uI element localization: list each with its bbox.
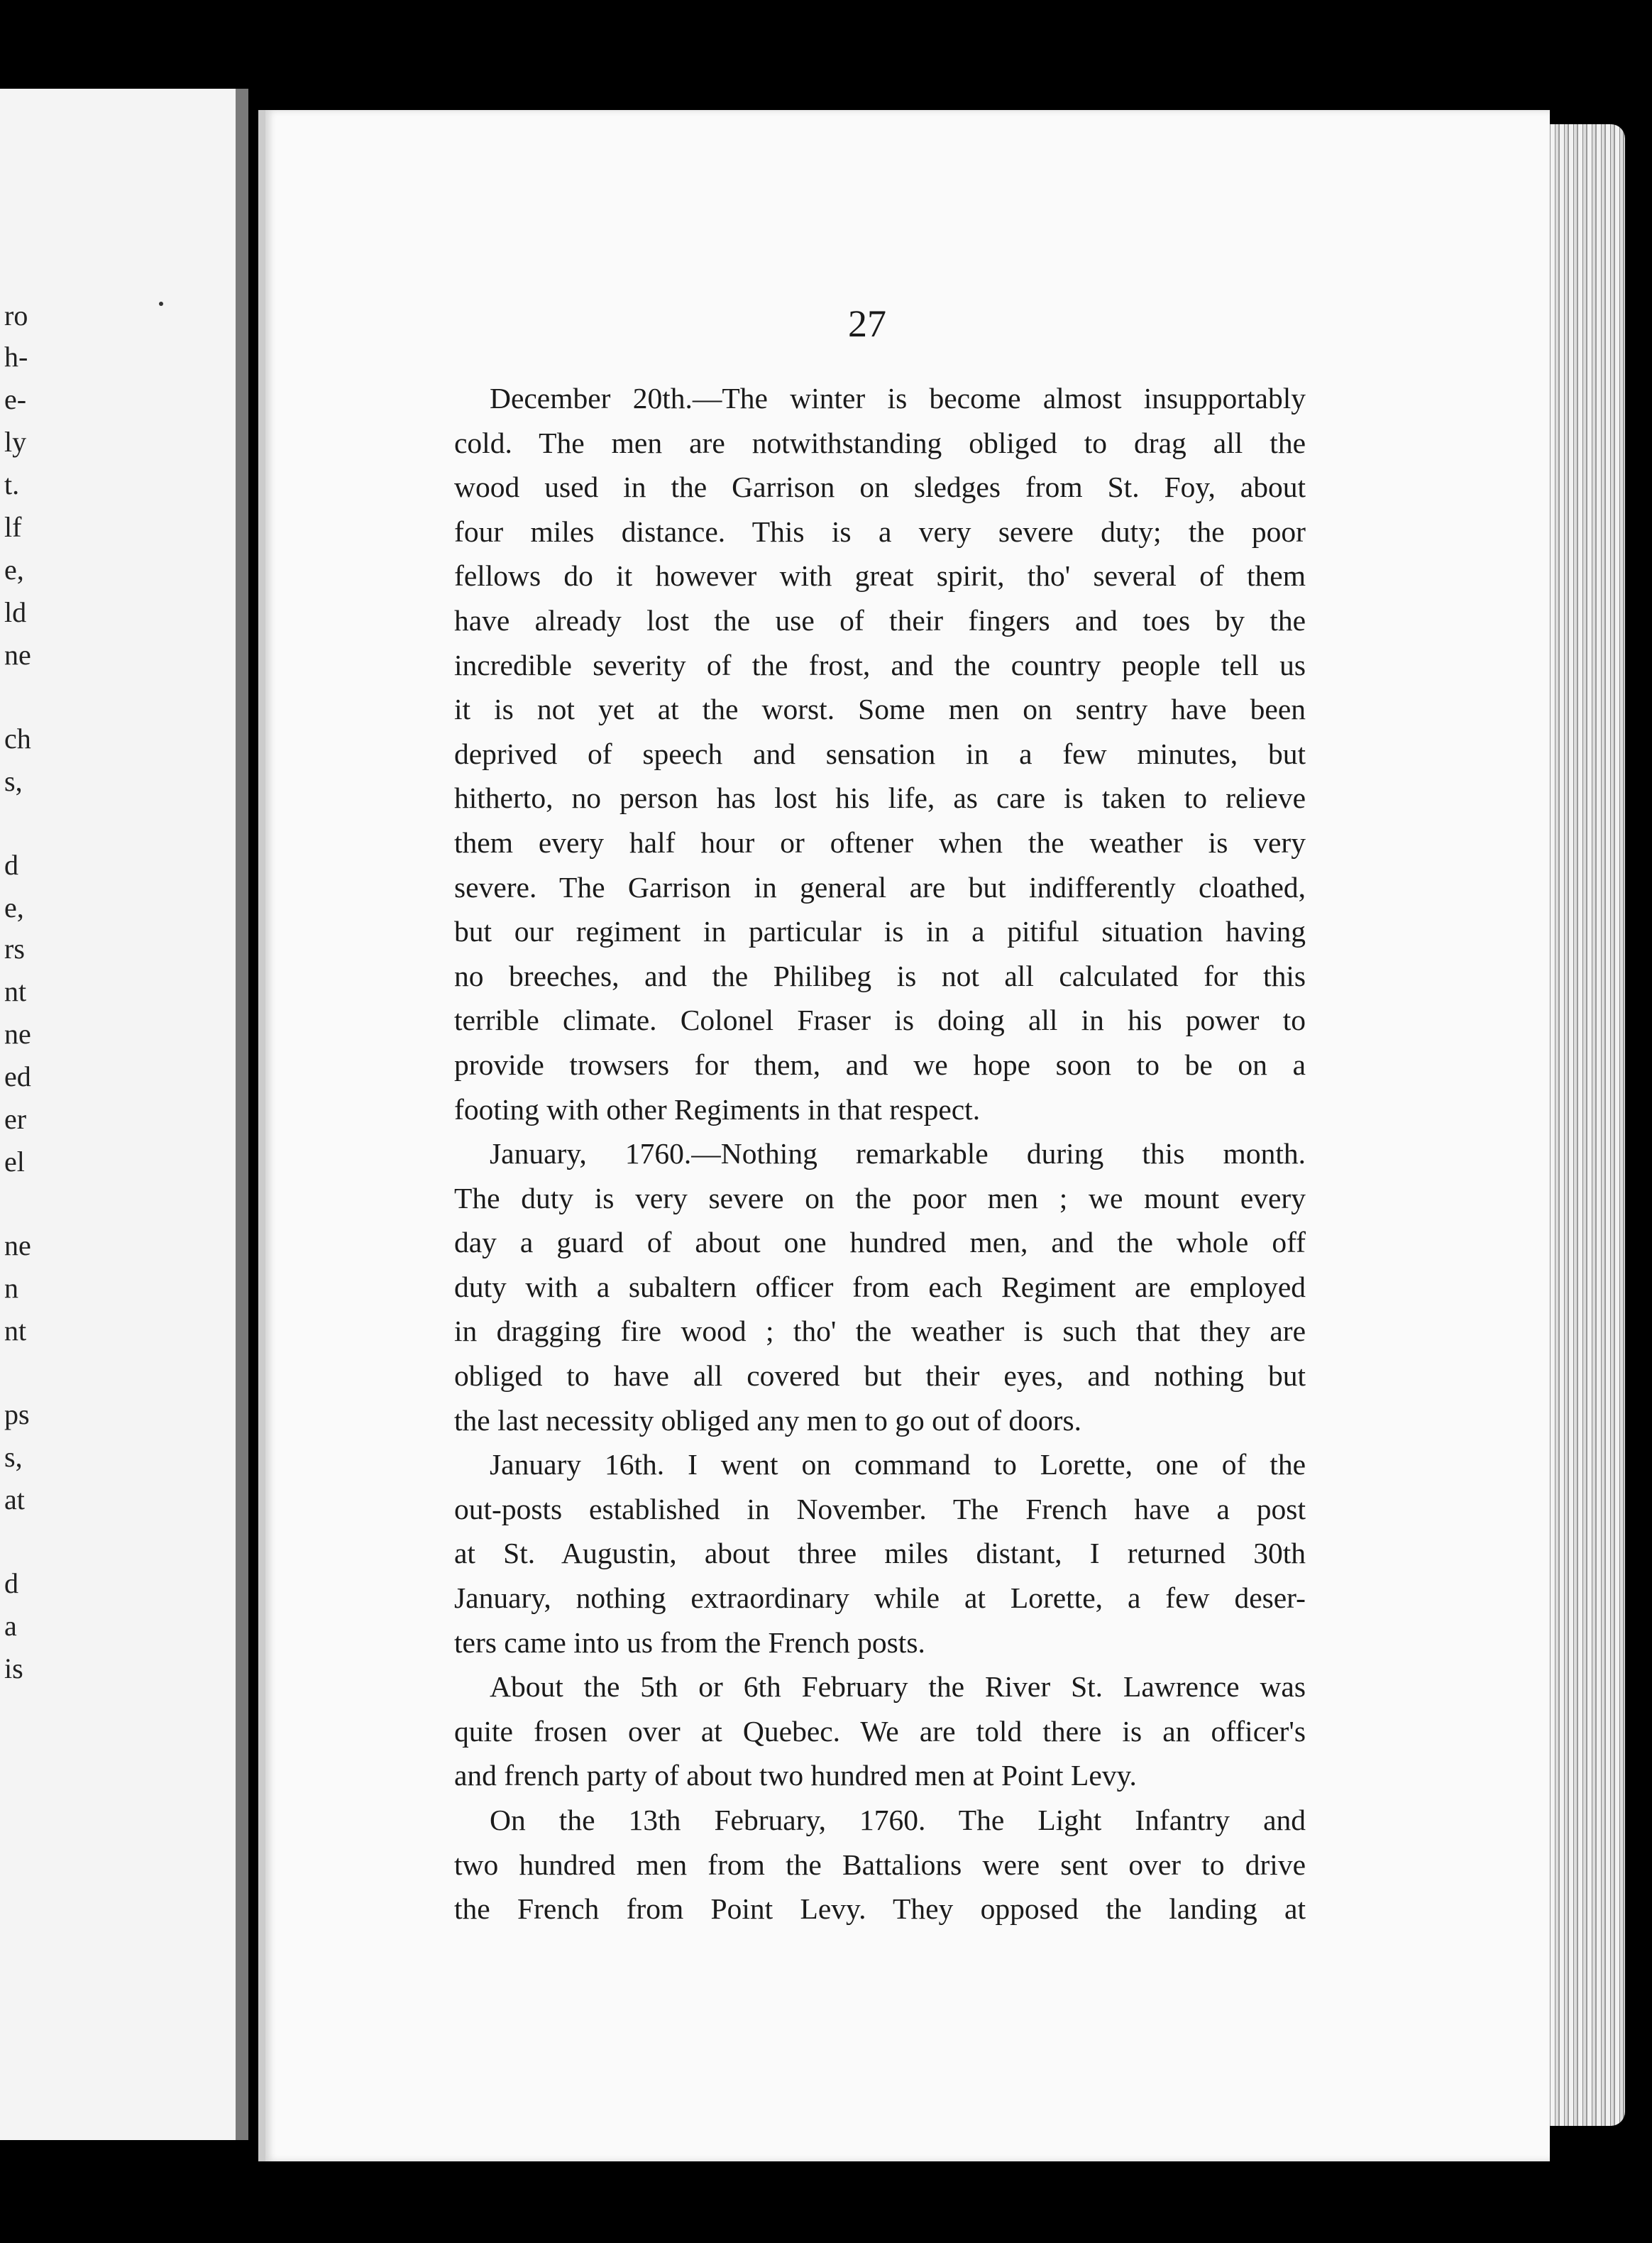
text-line: them every half hour or oftener when the weather is very [454,826,1306,859]
text-line: The duty is very severe on the poor men ; we mount every [454,1181,1306,1214]
text-line: On the 13th February, 1760. The Light Infantry and [490,1804,1306,1836]
fragment-text: e, [4,554,24,586]
fragment-text: ne [4,1229,31,1261]
fragment-text: s, [4,765,23,797]
fragment-text: ly [4,426,27,458]
fragment-text: e, [4,892,24,923]
text-line: footing with other Regiments in that respect. [454,1092,981,1126]
fragment-text: ch [4,723,31,755]
paragraph-3 [454,1442,1306,1665]
fragment-text: ps [4,1398,30,1430]
fragment-text: d [4,849,18,881]
paragraph-4 [454,1665,1306,1798]
text-line: two hundred men from the Battalions were sent over to drive [454,1848,1306,1881]
text-line: out-posts established in November. The French have a post [454,1492,1306,1525]
text-line: January 16th. I went on command to Lorette, one of the [490,1448,1306,1481]
text-line: About the 5th or 6th February the River St. Lawrence was [490,1670,1306,1704]
fragment-text: n [4,1272,18,1304]
text-line: ters came into us from the French posts. [454,1625,925,1659]
text-line: December 20th.—The winter is become almost insupportably [490,382,1306,415]
fragment-text: s, [4,1441,23,1473]
text-line: at St. Augustin, about three miles distant, I returned 30th [454,1537,1306,1570]
text-line: but our regiment in particular is in a pitiful situation having [454,915,1306,948]
text-line: January, nothing extraordinary while at Lorette, a few deser- [454,1581,1306,1615]
fragment-text: el [4,1146,25,1178]
paragraph-5 [454,1798,1306,1931]
paragraph-1 [454,376,1306,1131]
fragment-text: rs [4,933,25,965]
text-line: obliged to have all covered but their eyes, and nothing but [454,1359,1306,1393]
fragment-text: ne [4,1018,31,1050]
text-line: severe. The Garrison in general are but indifferently cloathed, [454,870,1306,904]
text-line: hitherto, no person has lost his life, as care is taken to relieve [454,782,1306,815]
text-line: and french party of about two hundred men at Point Levy. [454,1759,1137,1792]
text-line: it is not yet at the worst. Some men on sentry have been [454,693,1306,726]
speck [159,302,163,306]
fragment-text: ne [4,639,31,671]
previous-page-fragment [0,89,248,2140]
text-line: terrible climate. Colonel Fraser is doing all in his power to [454,1004,1306,1037]
text-line: January, 1760.—Nothing remarkable during this month. [490,1137,1306,1170]
text-line: the French from Point Levy. They opposed the landing at [454,1892,1306,1926]
fragment-text: a [4,1610,17,1642]
fragment-text: at [4,1484,25,1515]
fragment-text: lf [4,511,22,543]
text-line: have already lost the use of their fingers and toes by the [454,603,1306,637]
fragment-text: ld [4,596,27,628]
paragraph-2 [454,1131,1306,1442]
text-line: provide trowsers for them, and we hope soon to be on a [454,1048,1306,1081]
fragment-text: nt [4,1315,27,1347]
fragment-text: e- [4,383,27,415]
text-line: deprived of speech and sensation in a few minutes, but [454,737,1306,770]
text-line: day a guard of about one hundred men, and the whole off [454,1226,1306,1259]
fragment-text: nt [4,975,27,1007]
fragment-text: d [4,1567,18,1599]
fragment-text: is [4,1652,23,1684]
text-line: fellows do it however with great spirit, tho' several of them [454,559,1306,593]
text-line: quite frosen over at Quebec. We are told there is an officer's [454,1714,1306,1748]
text-line: incredible severity of the frost, and the country people tell us [454,648,1306,681]
text-line: cold. The men are notwithstanding obliged to drag all the [454,426,1306,459]
body-text [454,376,1306,1931]
text-line: four miles distance. This is a very severe duty; the poor [454,515,1306,548]
fragment-text: er [4,1103,27,1135]
text-line: the last necessity obliged any men to go out of doors. [454,1403,1082,1437]
text-line: duty with a subaltern officer from each Regiment are employed [454,1270,1306,1303]
text-line: in dragging fire wood ; tho' the weather is such that they are [454,1315,1306,1348]
fragment-text: h- [4,341,28,373]
page-number: 27 [848,302,886,345]
fragment-text: ro [4,300,28,331]
fragment-text: ed [4,1060,31,1092]
text-line: wood used in the Garrison on sledges from St. Foy, about [454,471,1306,504]
fragment-text: t. [4,468,20,500]
text-line: no breeches, and the Philibeg is not all calculated for this [454,959,1306,992]
